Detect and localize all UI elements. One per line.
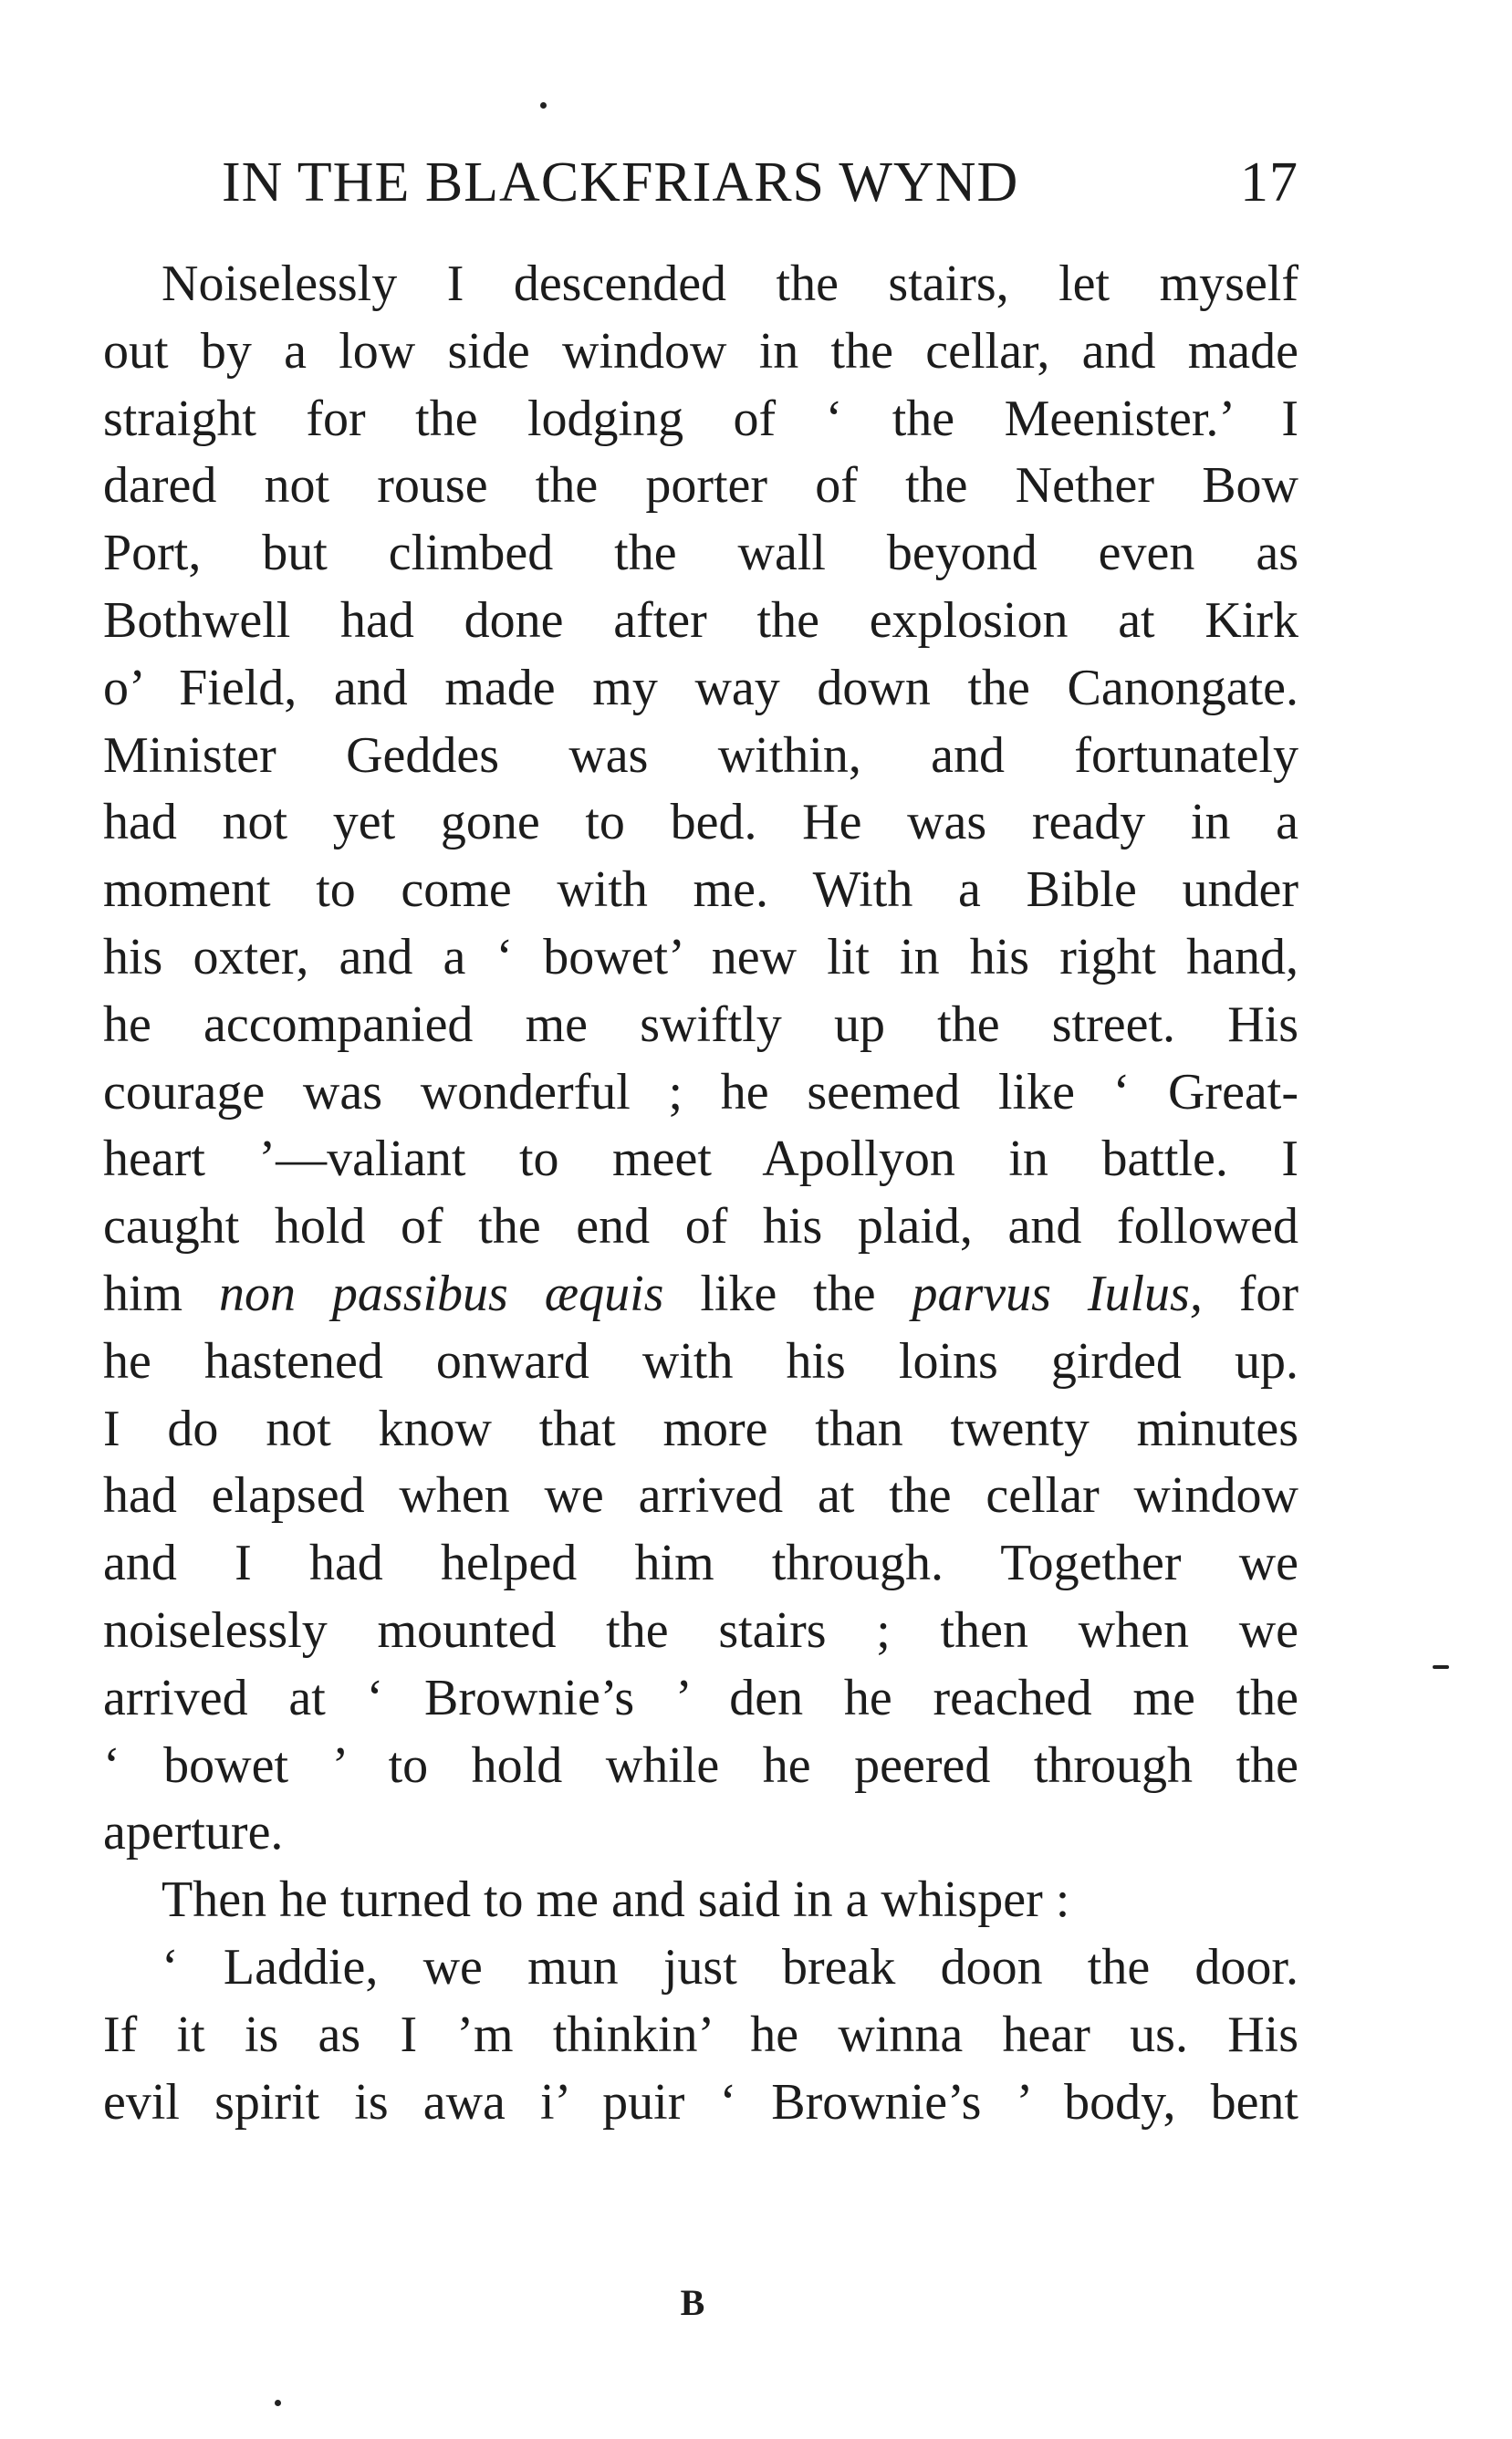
text-line: had elapsed when we arrived at the cellar window — [103, 1467, 1298, 1525]
text-line: courage was wonderful ; he seemed like ‘ Great- — [103, 1063, 1298, 1120]
text-line: ‘ bowet ’ to hold while he peered through the — [103, 1736, 1298, 1794]
text-line: dared not rouse the porter of the Nether Bow — [103, 457, 1298, 515]
running-title: IN THE BLACKFRIARS WYND — [222, 151, 1019, 214]
text-line: evil spirit is awa i’ puir ‘ Brownie’s ’ body, bent — [103, 2073, 1298, 2131]
latin-name: parvus Iulus, — [912, 1265, 1203, 1322]
text-fragment: him — [103, 1265, 220, 1322]
text-line: Minister Geddes was within, and fortunately — [103, 726, 1298, 784]
text-line: heart ’—valiant to meet Apollyon in battle. I — [103, 1131, 1298, 1188]
text-fragment: like the — [663, 1265, 912, 1322]
ink-speck — [275, 2400, 281, 2406]
text-line: had not yet gone to bed. He was ready in a — [103, 794, 1298, 851]
text-line: o’ Field, and made my way down the Canongate. — [103, 659, 1298, 716]
text-line: Bothwell had done after the explosion at Kirk — [103, 591, 1298, 649]
text-line: out by a low side window in the cellar, and made — [103, 322, 1298, 380]
page-number: 17 — [1240, 151, 1298, 214]
text-line: caught hold of the end of his plaid, and followed — [103, 1198, 1298, 1256]
ink-speck — [1433, 1665, 1449, 1669]
text-line: I do not know that more than twenty minutes — [103, 1400, 1298, 1457]
body-text — [103, 251, 1298, 2136]
text-line: If it is as I ’m thinkin’ he winna hear us. His — [103, 2006, 1298, 2063]
text-line: he hastened onward with his loins girded up. — [103, 1332, 1298, 1390]
text-line: straight for the lodging of ‘ the Meenister.’ I — [103, 390, 1298, 447]
text-line: ‘ Laddie, we mun just break doon the door. — [162, 1938, 1298, 1996]
text-line: noiselessly mounted the stairs ; then when we — [103, 1601, 1298, 1659]
latin-phrase: non passibus æquis — [219, 1265, 664, 1322]
text-line: Then he turned to me and said in a whisper : — [162, 1871, 1070, 1929]
signature-mark: B — [680, 2282, 707, 2323]
text-line: Port, but climbed the wall beyond even as — [103, 525, 1298, 582]
text-line: he accompanied me swiftly up the street. His — [103, 995, 1298, 1053]
text-line: arrived at ‘ Brownie’s ’ den he reached me the — [103, 1669, 1298, 1726]
text-line: moment to come with me. With a Bible under — [103, 861, 1298, 919]
text-line-with-latin — [103, 1261, 1298, 1329]
text-line: Noiselessly I descended the stairs, let myself — [162, 255, 1298, 312]
running-head — [103, 146, 1298, 219]
text-line: and I had helped him through. Together we — [103, 1535, 1298, 1592]
text-fragment: for — [1202, 1265, 1298, 1322]
ink-speck — [540, 102, 547, 109]
text-line: his oxter, and a ‘ bowet’ new lit in his right hand, — [103, 928, 1298, 985]
text-line: aperture. — [103, 1804, 284, 1861]
